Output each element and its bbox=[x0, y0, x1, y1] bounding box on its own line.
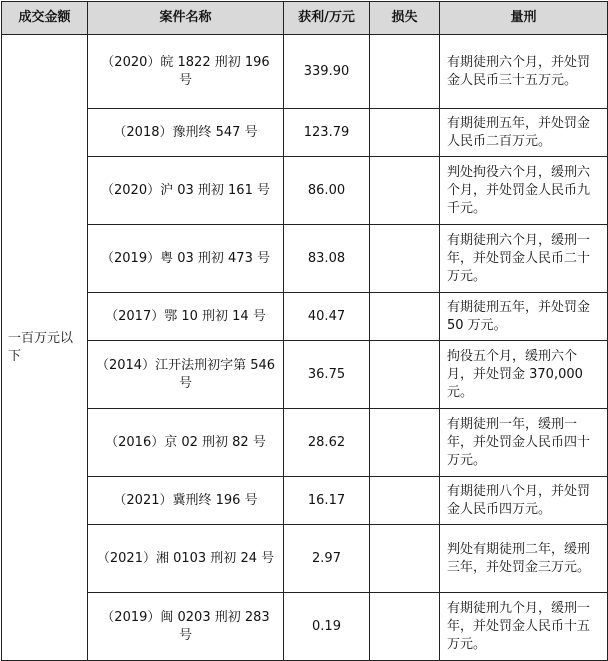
loss-cell bbox=[370, 35, 440, 109]
sentence-cell: 有期徒刑五年，并处罚金人民币二百万元。 bbox=[440, 109, 608, 157]
sentence-cell: 有期徒刑九个月，缓刑一年，并处罚金人民币十五万元。 bbox=[440, 593, 608, 661]
profit-cell: 16.17 bbox=[284, 477, 370, 525]
header-sentence: 量刑 bbox=[440, 2, 608, 35]
table-row bbox=[2, 225, 608, 293]
sentence-cell: 有期徒刑六个月，缓刑一年，并处罚金人民币二十万元。 bbox=[440, 225, 608, 293]
case-name-cell: （2020）沪 03 刑初 161 号 bbox=[88, 157, 284, 225]
table-row bbox=[2, 35, 608, 109]
profit-cell: 2.97 bbox=[284, 525, 370, 593]
header-loss: 损失 bbox=[370, 2, 440, 35]
table-row bbox=[2, 109, 608, 157]
loss-cell bbox=[370, 225, 440, 293]
profit-cell: 28.62 bbox=[284, 409, 370, 477]
case-name-cell: （2021）湘 0103 刑初 24 号 bbox=[88, 525, 284, 593]
case-name-cell: （2016）京 02 刑初 82 号 bbox=[88, 409, 284, 477]
table-row bbox=[2, 293, 608, 341]
profit-cell: 40.47 bbox=[284, 293, 370, 341]
profit-cell: 0.19 bbox=[284, 593, 370, 661]
sentencing-table bbox=[1, 1, 608, 661]
loss-cell bbox=[370, 341, 440, 409]
loss-cell bbox=[370, 593, 440, 661]
profit-cell: 83.08 bbox=[284, 225, 370, 293]
sentence-cell: 拘役五个月，缓刑六个月，并处罚金 370,000 元。 bbox=[440, 341, 608, 409]
header-amount: 成交金额 bbox=[2, 2, 88, 35]
loss-cell bbox=[370, 409, 440, 477]
case-name-cell: （2021）冀刑终 196 号 bbox=[88, 477, 284, 525]
sentence-cell: 判处有期徒刑二年，缓刑三年，并处罚金三万元。 bbox=[440, 525, 608, 593]
header-row bbox=[2, 2, 608, 35]
sentence-cell: 有期徒刑一年，缓刑一年，并处罚金人民币四十万元。 bbox=[440, 409, 608, 477]
table-row bbox=[2, 157, 608, 225]
profit-cell: 36.75 bbox=[284, 341, 370, 409]
case-name-cell: （2019）粤 03 刑初 473 号 bbox=[88, 225, 284, 293]
header-profit: 获利/万元 bbox=[284, 2, 370, 35]
table-row bbox=[2, 477, 608, 525]
sentence-cell: 有期徒刑六个月，并处罚金人民币三十五万元。 bbox=[440, 35, 608, 109]
loss-cell bbox=[370, 109, 440, 157]
header-case-name: 案件名称 bbox=[88, 2, 284, 35]
table-row bbox=[2, 341, 608, 409]
case-name-cell: （2018）豫刑终 547 号 bbox=[88, 109, 284, 157]
profit-cell: 86.00 bbox=[284, 157, 370, 225]
case-name-cell: （2019）闽 0203 刑初 283 号 bbox=[88, 593, 284, 661]
loss-cell bbox=[370, 157, 440, 225]
table-row bbox=[2, 409, 608, 477]
case-name-cell: （2017）鄂 10 刑初 14 号 bbox=[88, 293, 284, 341]
profit-cell: 123.79 bbox=[284, 109, 370, 157]
sentence-cell: 有期徒刑八个月，并处罚金人民币四万元。 bbox=[440, 477, 608, 525]
sentence-cell: 有期徒刑五年，并处罚金 50 万元。 bbox=[440, 293, 608, 341]
profit-cell: 339.90 bbox=[284, 35, 370, 109]
table-row bbox=[2, 593, 608, 661]
table-row bbox=[2, 525, 608, 593]
loss-cell bbox=[370, 293, 440, 341]
case-name-cell: （2020）皖 1822 刑初 196 号 bbox=[88, 35, 284, 109]
loss-cell bbox=[370, 525, 440, 593]
case-name-cell: （2014）江开法刑初字第 546 号 bbox=[88, 341, 284, 409]
sentence-cell: 判处拘役六个月，缓刑六个月，并处罚金人民币九千元。 bbox=[440, 157, 608, 225]
loss-cell bbox=[370, 477, 440, 525]
amount-tier-cell: 一百万元以下 bbox=[2, 35, 88, 661]
